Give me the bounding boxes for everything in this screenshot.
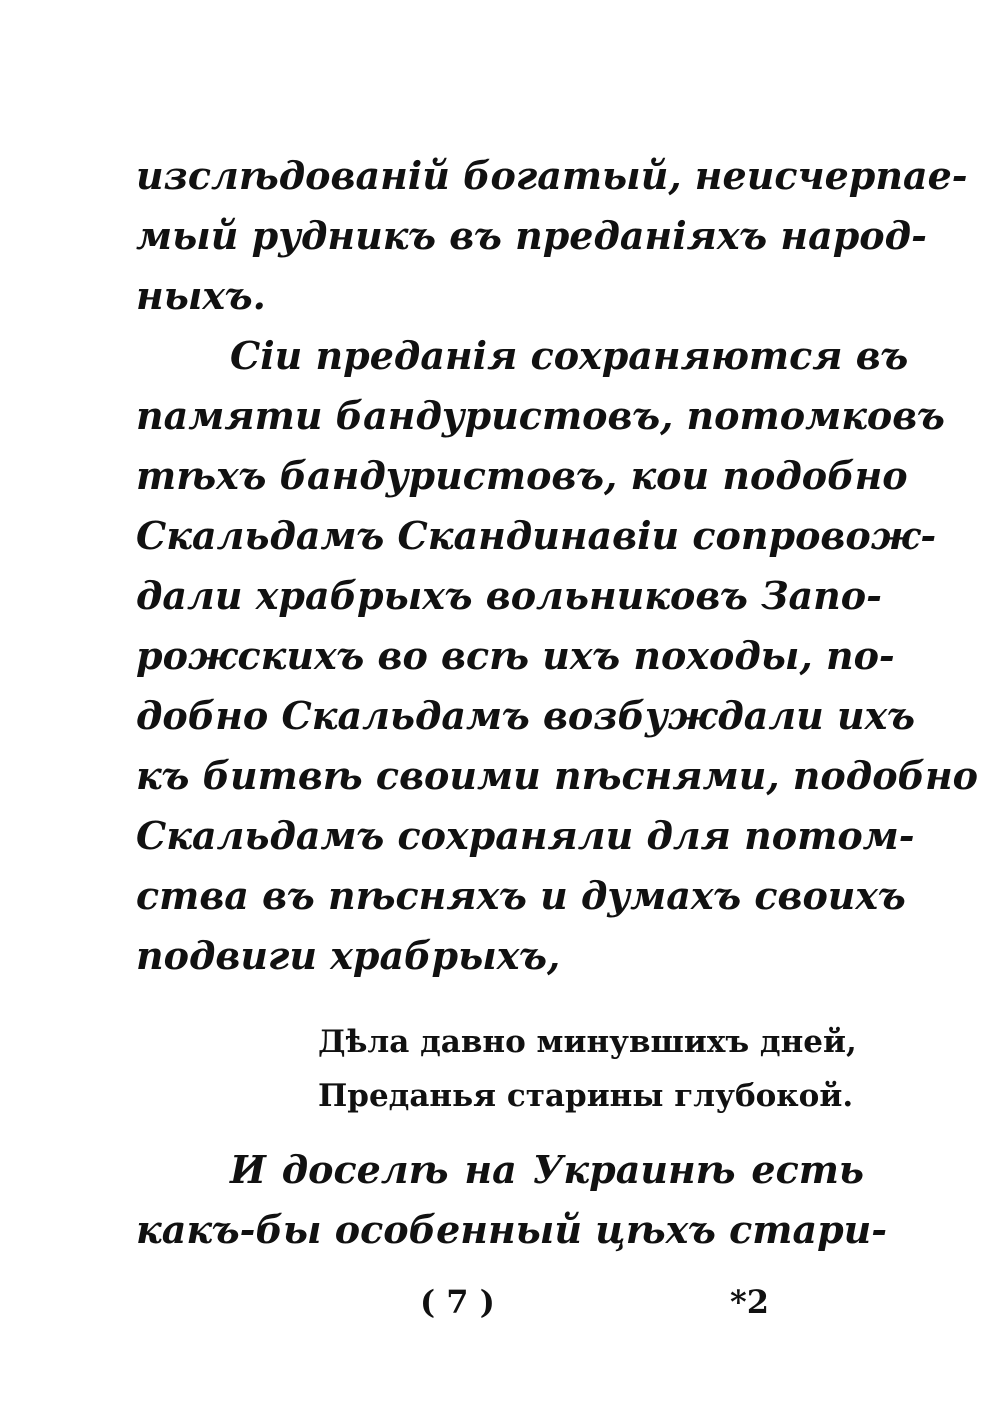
text-line: какъ-бы особенный цѣхъ стари- [136,1207,888,1252]
verse-line: Преданья старины глубокой. [318,1078,854,1114]
text-line: мый рудникъ въ преданіяхъ народ- [136,213,927,258]
text-line: добно Скальдамъ возбуждали ихъ [136,693,915,738]
verse-line: Дѣла давно минувшихъ дней, [318,1024,857,1060]
text-line: тѣхъ бандуристовъ, кои подобно [136,453,908,498]
page-number: ( 7 ) [420,1283,495,1321]
text-line: рожскихъ во всѣ ихъ походы, по- [136,633,895,678]
text-line: дали храбрыхъ вольниковъ Запо- [136,573,882,618]
text-line: къ битвѣ своими пѣснями, подобно [136,753,979,798]
text-line: Сіи преданія сохраняются въ [230,333,909,378]
text-line: изслѣдованій богатый, неисчерпае- [136,153,968,198]
text-line: И доселѣ на Украинѣ есть [230,1147,864,1192]
text-line: памяти бандуристовъ, потомковъ [136,393,945,438]
text-line: Скальдамъ Скандинавіи сопровож- [136,513,937,558]
text-line: подвиги храбрыхъ, [136,933,561,978]
text-line: Скальдамъ сохраняли для потом- [136,813,915,858]
text-line: ства въ пѣсняхъ и думахъ своихъ [136,873,906,918]
signature-mark: *2 [730,1283,769,1321]
text-line: ныхъ. [136,273,266,318]
